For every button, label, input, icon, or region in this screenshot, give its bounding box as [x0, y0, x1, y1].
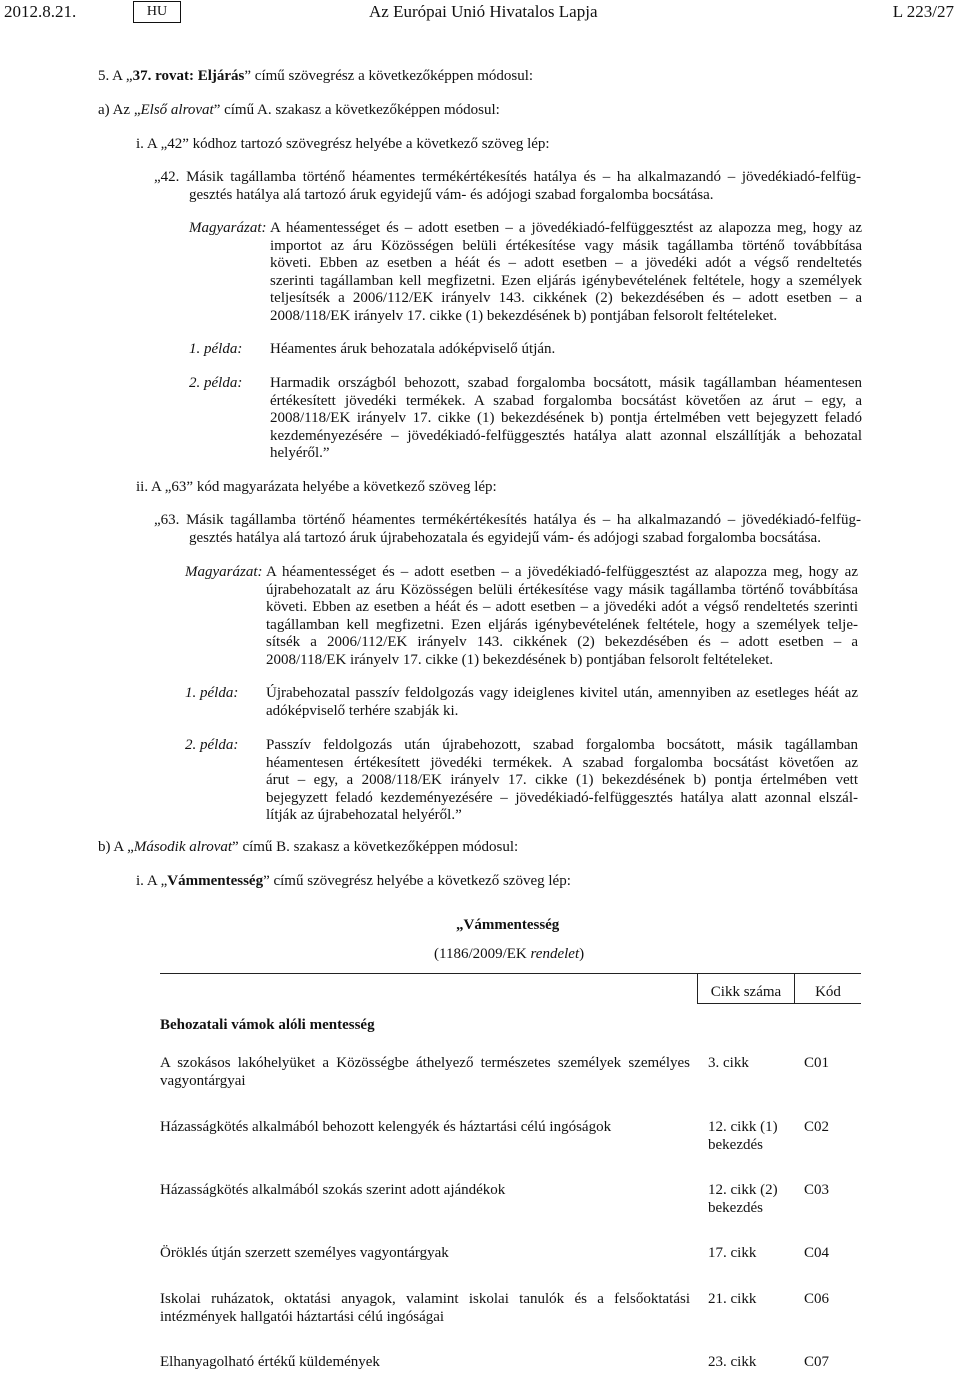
code-42-example-2	[270, 375, 862, 463]
text-row: Harmadik országból behozott, szabad forgalomba bocsátott, másik tagállamban héamentesen	[270, 375, 862, 391]
subsection-a-heading	[98, 102, 500, 120]
text-row: Újrabehozatal passzív feldolgozás vagy ideiglenes kivitel után, amennyiben az esetleges héát az	[266, 685, 858, 701]
text-row: Házasságkötés alkalmából szokás szerint adott ajándékok	[160, 1182, 506, 1198]
text-row: Iskolai ruházatok, oktatási anyagok, valamint iskolai tanulók és a felsőoktatási	[160, 1291, 690, 1307]
text: i. A „	[136, 873, 168, 889]
text: b) A „	[98, 839, 134, 855]
publication-date: 2012.8.21.	[4, 2, 77, 21]
text: )	[579, 946, 585, 962]
table-row-article	[708, 1354, 756, 1372]
text-row: bekezdés	[708, 1199, 763, 1216]
page-header	[0, 0, 960, 40]
text-row: lítják az újrabehozatal helyéről.”	[266, 807, 462, 823]
code-42-example-1	[270, 341, 862, 359]
table-row-description	[160, 1119, 690, 1137]
text-row: Passzív feldolgozás után újrabehozott, szabad forgalomba bocsátott, másik tagállamban	[266, 737, 858, 753]
item-i-heading: i. A „42” kódhoz tartozó szövegrész helyébe a következő szöveg lép:	[136, 136, 550, 152]
code-63-title	[154, 512, 861, 547]
text-row: intézmények hallgatói háztartási célú ingóságai	[160, 1308, 445, 1325]
italic-text: Első alrovat	[140, 102, 214, 118]
table-row-description	[160, 1245, 690, 1263]
vammentesseg-title: „Vámmentesség	[456, 917, 560, 933]
text-row: értékesített jövedéki termékek. A szabad forgalomba bocsátást követően az árut – egy, a	[270, 392, 862, 409]
table-top-rule	[160, 973, 861, 974]
text: ” című B. szakasz a következőképpen módosul:	[232, 839, 519, 855]
text-row: kezdeményezésére – jövedékiadó-felfüggesztés hatálya alatt azonnal elszállítják a behozatal	[270, 427, 862, 444]
text-row: adóképviselő terhére szabják ki.	[266, 702, 459, 719]
table-row-code: C04	[804, 1245, 830, 1261]
text-row: Elhanyagolható értékű küldemények	[160, 1354, 380, 1370]
text-row: bejegyzett feladó kezdeményezésére – jövedékiadó-felfüggesztés hatálya alatt azonnal elszál-	[266, 789, 858, 806]
page-number: L 223/27	[892, 2, 954, 21]
table-row-article	[708, 1119, 778, 1154]
text: ” című szövegrész a következőképpen módosul:	[244, 68, 534, 84]
language-badge: HU	[133, 1, 181, 23]
table-row-code: C03	[804, 1182, 830, 1198]
item-ii-heading: ii. A „63” kód magyarázata helyébe a következő szöveg lép:	[136, 479, 497, 495]
text-row: héamentesen értékesített jövedéki termékek. A szabad forgalomba bocsátást követően az	[266, 754, 858, 771]
code-63-explanation	[266, 564, 858, 669]
journal-title: Az Európai Unió Hivatalos Lapja	[369, 2, 598, 21]
text-row: helyéről.”	[270, 445, 330, 461]
table-row-description	[160, 1182, 690, 1200]
text-row: A szokásos lakóhelyüket a Közösségbe áthelyező természetes személyek személyes	[160, 1055, 690, 1071]
text-row: 3. cikk	[708, 1055, 749, 1071]
table-section-title: Behozatali vámok alóli mentesség	[160, 1017, 375, 1033]
text-row: 17. cikk	[708, 1245, 757, 1261]
item-i-vammentesseg-heading	[136, 873, 571, 891]
text-row: árut – egy, a 2008/118/EK irányelv 17. cikke (1) bekezdésének b) pontja értelmében vett	[266, 772, 858, 788]
subsection-b-heading	[98, 839, 518, 857]
text-row: 2008/118/EK irányelv 17. cikke (1) bekezdésének b) pontjában felsorolt feltételeket.	[270, 307, 778, 324]
text-row: „63. Másik tagállamba történő héamentes termékértékesítés hatálya és – ha alkalmazandó – jövedékiadó-felfüg-	[154, 512, 861, 528]
text-row: 12. cikk (1)	[708, 1119, 778, 1135]
text-row: követi. Ebben az esetben a héát és – adott esetben – a jövedéki adót a végső rendeltetés szerinti	[266, 599, 858, 615]
italic-text: Második alrovat	[133, 839, 233, 855]
text-row: A héamentességet és – adott esetben – a jövedékiadó-felfüggesztést az alapozza meg, hogy az	[266, 564, 858, 580]
table-row-code: C06	[804, 1291, 830, 1307]
text-row: 21. cikk	[708, 1291, 757, 1307]
header-bottom-rule	[697, 1003, 861, 1004]
text-row: importot az áru Közösségen belüli értékesítése vagy másik tagállamba történő továbbítása	[270, 237, 862, 254]
text-row: tagállamban kell megfizetni. Ezen eljárás igénybevételének feltétele, hogy a személyek telje-	[266, 616, 858, 633]
text-row: 2008/118/EK irányelv 17. cikke (1) bekezdésének b) pontja értelmében vett bejegyzett feladó	[270, 410, 862, 426]
table-row-code: C01	[804, 1055, 830, 1071]
table-row-code: C02	[804, 1119, 830, 1135]
text: 5. A „	[98, 68, 133, 84]
explanation-label: Magyarázat:	[185, 564, 263, 580]
code-42-explanation	[270, 220, 862, 325]
text-row: Öröklés útján szerzett személyes vagyontárgyak	[160, 1245, 449, 1261]
text-row: sítsék a 2006/112/EK irányelv 143. cikkének (2) bekezdésében és – adott esetben – a	[266, 634, 858, 650]
explanation-label: Magyarázat:	[189, 220, 267, 236]
table-row-description	[160, 1055, 690, 1090]
text-row: Héamentes áruk behozatala adóképviselő útján.	[270, 341, 556, 357]
text-row: gesztés hatálya alá tartozó áruk újrabehozatala és egyidejű vám- és adójogi szabad forgalomba bocsátása.	[189, 529, 821, 546]
text-row: követi. Ebben az esetben a héát és – adott esetben – a jövedéki adót a végső rendeltetés	[270, 255, 862, 271]
text-row: A héamentességet és – adott esetben – a jövedékiadó-felfüggesztést az alapozza meg, hogy az	[270, 220, 862, 236]
column-header-article: Cikk száma	[710, 984, 782, 1000]
code-63-example-1	[266, 685, 858, 720]
text-row: újrabehozatalt az áru Közösségen belüli értékesítése vagy másik tagállamba történő továbbítása	[266, 581, 858, 598]
example-1-label: 1. példa:	[189, 341, 243, 357]
column-header-code: Kód	[815, 984, 841, 1000]
text-row: bekezdés	[708, 1136, 763, 1153]
example-1-label: 1. példa:	[185, 685, 239, 701]
text-row: 2008/118/EK irányelv 17. cikke (1) bekezdésének b) pontjában felsorolt feltételeket.	[266, 651, 774, 668]
text-row: „42. Másik tagállamba történő héamentes termékértékesítés hatálya és – ha alkalmazandó – jövedékiadó-felfüg-	[154, 169, 861, 185]
table-row-code: C07	[804, 1354, 830, 1370]
table-row-article	[708, 1291, 756, 1309]
text-row: 23. cikk	[708, 1354, 757, 1370]
bold-text: Vámmentesség	[167, 873, 264, 889]
text: ” című A. szakasz a következőképpen módosul:	[213, 102, 500, 118]
example-2-label: 2. példa:	[185, 737, 239, 753]
bold-text: 37. rovat: Eljárás	[132, 68, 245, 84]
text-row: 12. cikk (2)	[708, 1182, 778, 1198]
regulation-subtitle	[434, 946, 584, 964]
table-row-article	[708, 1182, 778, 1217]
text-row: Házasságkötés alkalmából behozott kelengyék és háztartási célú ingóságok	[160, 1119, 612, 1135]
text-row: teljesítsék a 2006/112/EK irányelv 143. cikkének (2) bekezdésében és – adott esetben – a	[270, 290, 862, 306]
example-2-label: 2. példa:	[189, 375, 243, 391]
text: (1186/2009/EK	[434, 946, 531, 962]
table-row-article	[708, 1245, 756, 1263]
code-63-example-2	[266, 737, 858, 825]
italic-text: rendelet	[530, 946, 580, 962]
table-row-description	[160, 1354, 690, 1372]
text-row: szerinti tagállamban kell megfizetni. Ezen eljárás igénybevételének feltétele, hogy a személyek	[270, 272, 862, 289]
text: a) Az „	[98, 102, 141, 118]
table-row-article	[708, 1055, 749, 1073]
section-5-heading	[98, 68, 533, 86]
text-row: gesztés hatálya alá tartozó áruk egyidejű vám- és adójogi szabad forgalomba bocsátása.	[189, 186, 714, 203]
text-row: vagyontárgyai	[160, 1072, 246, 1089]
table-row-description	[160, 1291, 690, 1326]
code-42-title	[154, 169, 861, 204]
text: ” című szövegrész helyébe a következő szöveg lép:	[263, 873, 571, 889]
